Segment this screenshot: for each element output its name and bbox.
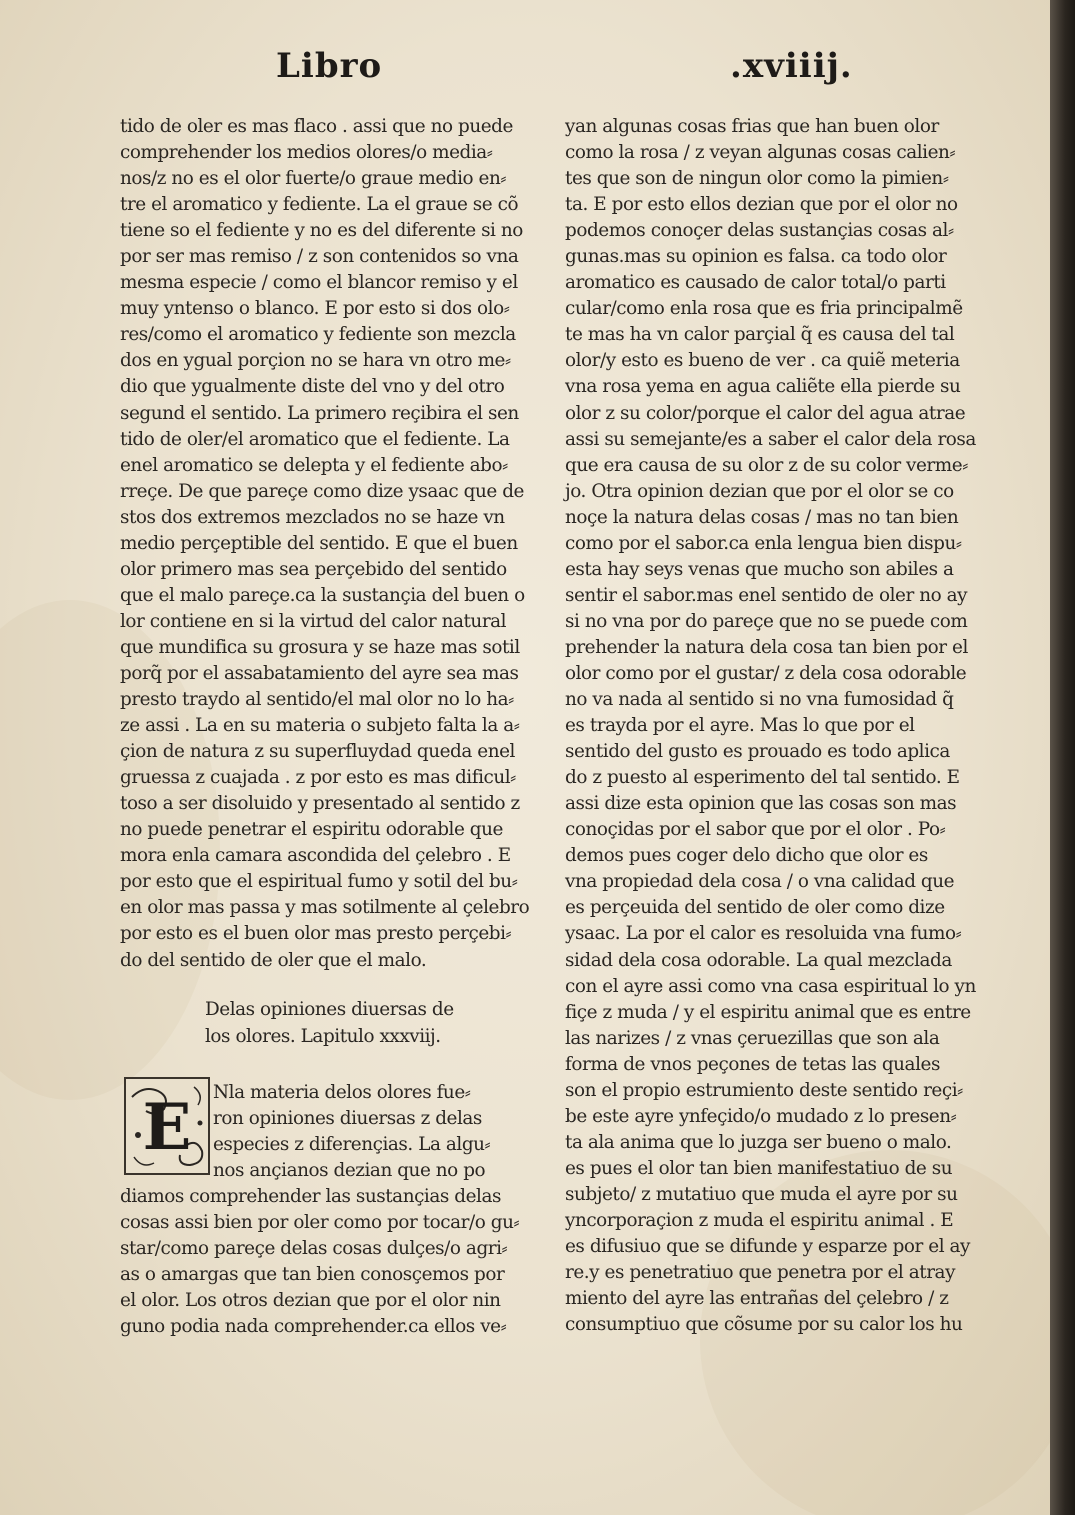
- text-line: Nla materia delos olores fue⸗: [213, 1082, 471, 1103]
- text-line: conoçidas por el sabor que por el olor . Po⸗: [565, 819, 946, 841]
- text-line: que mundifica su grosura y se haze mas sotil: [120, 636, 520, 658]
- text-line: enel aromatico se delepta y el fediente abo⸗: [120, 454, 508, 476]
- text-line: olor z su color/porque el calor del agua atrae: [565, 402, 966, 424]
- text-line: podemos conoçer delas sustançias cosas al⸗: [565, 220, 954, 242]
- text-line: dos en ygual porçion no se hara vn otro me⸗: [120, 350, 511, 372]
- text-line: con el ayre assi como vna casa espiritual lo yn: [565, 975, 976, 997]
- text-line: dio que ygualmente diste del vno y del otro: [120, 376, 505, 398]
- text-line: es trayda por el ayre. Mas lo que por el: [565, 715, 915, 737]
- text-line: vna propiedad dela cosa / o vna calidad que: [565, 871, 955, 893]
- text-line: es perçeuida del sentido de oler como dize: [565, 897, 945, 919]
- right-text-column: [565, 114, 976, 1338]
- text-line: como por el sabor.ca enla lengua bien dispu⸗: [565, 532, 962, 554]
- text-line: por esto que el espiritual fumo y sotil del bu⸗: [120, 871, 518, 893]
- text-line: yncorporaçion z muda el espiritu animal . E: [565, 1209, 954, 1231]
- heading-line: Delas opiniones diuersas de: [205, 999, 454, 1020]
- text-line: olor primero mas sea perçebido del sentido: [120, 558, 507, 580]
- text-line: medio perçeptible del sentido. E que el buen: [120, 532, 518, 554]
- text-line: presto traydo al sentido/el mal olor no lo ha⸗: [120, 689, 514, 711]
- text-line: segund el sentido. La primero reçibira el sen: [120, 402, 519, 424]
- text-line: toso a ser disoluido y presentado al sentido z: [120, 793, 520, 815]
- text-line: especies z diferençias. La algu⸗: [213, 1134, 491, 1156]
- text-line: el olor. Los otros dezian que por el olor nin: [120, 1290, 501, 1312]
- left-column-continuation: [120, 1184, 519, 1340]
- text-line: tido de oler/el aromatico que el fediente. La: [120, 428, 510, 450]
- text-line: aromatico es causado de calor total/o parti: [565, 272, 946, 294]
- text-line: gunas.mas su opinion es falsa. ca todo olor: [565, 246, 947, 268]
- text-line: es pues el olor tan bien manifestatiuo de su: [565, 1157, 953, 1179]
- text-line: tes que son de ningun olor como la pimien⸗: [565, 168, 949, 190]
- text-line: assi su semejante/es a saber el calor dela rosa: [565, 428, 976, 450]
- text-line: son el propio estrumiento deste sentido reçi⸗: [565, 1079, 963, 1101]
- initial-letter: E: [142, 1090, 192, 1165]
- text-line: consumptiuo que cõsume por su calor los hu: [565, 1314, 963, 1336]
- text-line: lor contiene en si la virtud del calor natural: [120, 610, 507, 632]
- text-line: no puede penetrar el espiritu odorable que: [120, 819, 503, 841]
- running-head-left: Libro: [276, 46, 383, 86]
- text-line: cosas assi bien por oler como por tocar/o gu⸗: [120, 1212, 520, 1234]
- text-line: fiçe z muda / y el espiritu animal que es entre: [565, 1001, 971, 1023]
- text-line: demos pues coger delo dicho que olor es: [565, 845, 928, 867]
- text-line: vna rosa yema en agua caliẽte ella pierde su: [565, 376, 961, 398]
- text-line: forma de vnos peçones de tetas las quales: [565, 1053, 940, 1075]
- text-line: ta ala anima que lo juzga ser bueno o malo.: [565, 1131, 952, 1153]
- text-line: jo. Otra opinion dezian que por el olor se co: [565, 480, 954, 502]
- text-line: subjeto/ z mutatiuo que muda el ayre por su: [565, 1183, 958, 1205]
- text-line: sentir el sabor.mas enel sentido de oler no ay: [565, 584, 968, 606]
- text-line: como la rosa / z veyan algunas cosas calien⸗: [565, 142, 956, 164]
- text-line: ysaac. La por el calor es resoluida vna fumo⸗: [565, 923, 962, 945]
- folio-number: .xviiij.: [730, 46, 853, 86]
- left-text-column: [120, 114, 530, 974]
- text-line: rreçe. De que pareçe como dize ysaac que de: [120, 480, 524, 502]
- text-line: res/como el aromatico y fediente son mezcla: [120, 324, 516, 346]
- text-line: diamos comprehender las sustançias delas: [120, 1186, 501, 1207]
- initial-paragraph-lines: [213, 1080, 490, 1184]
- text-line: do z puesto al esperimento del tal sentido. E: [565, 767, 960, 789]
- text-line: por esto es el buen olor mas presto perçebi⸗: [120, 923, 512, 945]
- text-line: muy yntenso o blanco. E por esto si dos olo⸗: [120, 298, 510, 320]
- text-line: olor como por el gustar/ z dela cosa odorable: [565, 662, 967, 684]
- text-line: que el malo pareçe.ca la sustançia del buen o: [120, 584, 525, 606]
- text-line: guno podia nada comprehender.ca ellos ve⸗: [120, 1316, 507, 1338]
- text-line: as o amargas que tan bien conosçemos por: [120, 1264, 505, 1286]
- text-line: re.y es penetratiuo que penetra por el atray: [565, 1262, 956, 1284]
- text-line: porq̃ por el assabatamiento del ayre sea mas: [120, 662, 519, 684]
- text-line: stos dos extremos mezclados no se haze vn: [120, 506, 505, 528]
- text-line: gruessa z cuajada . z por esto es mas dificul⸗: [120, 767, 516, 789]
- text-line: ze assi . La en su materia o subjeto falta la a⸗: [120, 715, 520, 737]
- text-line: cular/como enla rosa que es fria principalmẽ: [565, 298, 963, 320]
- heading-line: los olores. Lapitulo xxxviij.: [205, 1026, 441, 1047]
- text-line: çion de natura z su superfluydad queda enel: [120, 741, 515, 763]
- text-line: be este ayre ynfeçido/o mudado z lo presen⸗: [565, 1105, 957, 1127]
- decorated-initial: [124, 1077, 210, 1175]
- text-line: comprehender los medios olores/o media⸗: [120, 142, 493, 164]
- text-line: do del sentido de oler que el malo.: [120, 949, 427, 971]
- text-line: mesma especie / como el blancor remiso y el: [120, 272, 518, 294]
- text-line: miento del ayre las entrañas del çelebro / z: [565, 1288, 949, 1310]
- text-line: ta. E por esto ellos dezian que por el olor no: [565, 194, 958, 216]
- text-line: sentido del gusto es prouado es todo aplica: [565, 741, 950, 763]
- text-line: sidad dela cosa odorable. La qual mezclada: [565, 949, 952, 971]
- text-line: en olor mas passa y mas sotilmente al çelebro: [120, 897, 530, 919]
- text-line: no va nada al sentido si no vna fumosidad q̃: [565, 689, 954, 711]
- text-line: star/como pareçe delas cosas dulçes/o agri⸗: [120, 1238, 508, 1260]
- text-line: nos/z no es el olor fuerte/o graue medio en⸗: [120, 168, 507, 190]
- text-line: mora enla camara ascondida del çelebro . E: [120, 845, 511, 867]
- text-line: assi dize esta opinion que las cosas son mas: [565, 793, 957, 815]
- text-line: olor/y esto es bueno de ver . ca quiẽ meteria: [565, 350, 960, 372]
- text-line: noçe la natura delas cosas / mas no tan bien: [565, 506, 959, 528]
- text-line: nos ançianos dezian que no po: [213, 1160, 486, 1182]
- text-line: por ser mas remiso / z son contenidos so vna: [120, 246, 519, 268]
- text-line: tido de oler es mas flaco . assi que no puede: [120, 116, 513, 137]
- text-line: yan algunas cosas frias que han buen olor: [565, 116, 939, 137]
- text-line: que era causa de su olor z de su color verme⸗: [565, 454, 968, 476]
- text-line: ron opiniones diuersas z delas: [213, 1108, 482, 1130]
- text-line: tiene so el fediente y no es del diferente si no: [120, 220, 523, 242]
- text-line: es difusiuo que se difunde y esparze por el ay: [565, 1236, 970, 1258]
- text-line: prehender la natura dela cosa tan bien por el: [565, 636, 968, 658]
- binding-edge: [1050, 0, 1075, 1515]
- text-line: te mas ha vn calor parçial q̃ es causa del tal: [565, 324, 955, 346]
- text-line: tre el aromatico y fediente. La el graue se cõ: [120, 194, 519, 216]
- text-line: las narizes / z vnas çeruezillas que son ala: [565, 1027, 940, 1049]
- text-line: esta hay seys venas que mucho son abiles a: [565, 558, 954, 580]
- decorated-initial-icon: [124, 1077, 210, 1175]
- text-line: si no vna por do pareçe que no se puede com: [565, 610, 968, 632]
- chapter-heading: [205, 996, 454, 1050]
